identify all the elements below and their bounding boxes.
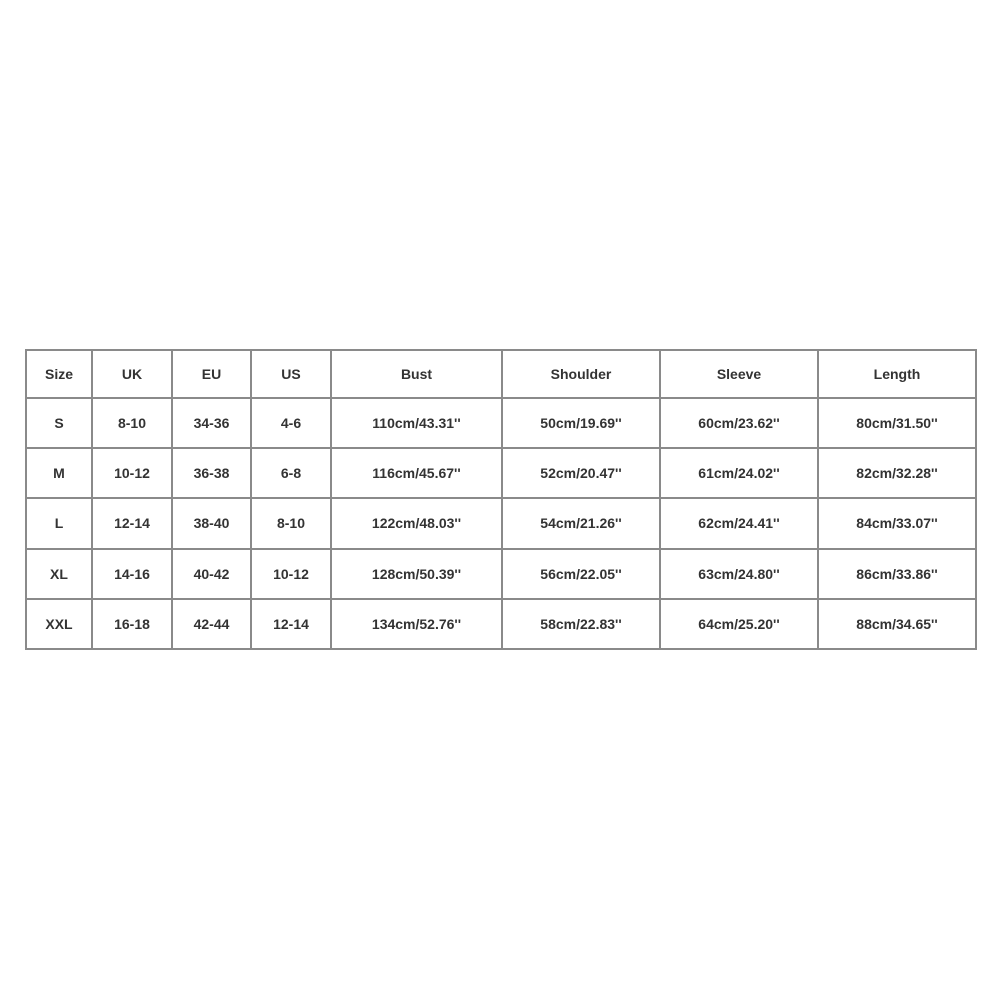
cell-us: 12-14 xyxy=(251,599,331,649)
cell-shoulder: 50cm/19.69'' xyxy=(502,398,660,448)
cell-us: 10-12 xyxy=(251,549,331,599)
cell-eu: 38-40 xyxy=(172,498,251,548)
cell-size: S xyxy=(26,398,92,448)
cell-size: L xyxy=(26,498,92,548)
cell-us: 8-10 xyxy=(251,498,331,548)
table-row xyxy=(26,398,976,448)
table-row xyxy=(26,549,976,599)
cell-length: 80cm/31.50'' xyxy=(818,398,976,448)
size-chart-table xyxy=(25,349,977,650)
cell-eu: 36-38 xyxy=(172,448,251,498)
cell-eu: 34-36 xyxy=(172,398,251,448)
cell-sleeve: 63cm/24.80'' xyxy=(660,549,818,599)
cell-eu: 42-44 xyxy=(172,599,251,649)
cell-uk: 16-18 xyxy=(92,599,172,649)
cell-size: XL xyxy=(26,549,92,599)
cell-bust: 134cm/52.76'' xyxy=(331,599,502,649)
table-row xyxy=(26,498,976,548)
cell-length: 84cm/33.07'' xyxy=(818,498,976,548)
cell-length: 82cm/32.28'' xyxy=(818,448,976,498)
cell-shoulder: 52cm/20.47'' xyxy=(502,448,660,498)
table-row xyxy=(26,448,976,498)
cell-sleeve: 61cm/24.02'' xyxy=(660,448,818,498)
cell-size: XXL xyxy=(26,599,92,649)
cell-shoulder: 56cm/22.05'' xyxy=(502,549,660,599)
cell-us: 6-8 xyxy=(251,448,331,498)
cell-sleeve: 62cm/24.41'' xyxy=(660,498,818,548)
table-row xyxy=(26,599,976,649)
cell-eu: 40-42 xyxy=(172,549,251,599)
header-bust: Bust xyxy=(331,350,502,398)
header-uk: UK xyxy=(92,350,172,398)
cell-uk: 12-14 xyxy=(92,498,172,548)
header-eu: EU xyxy=(172,350,251,398)
cell-length: 88cm/34.65'' xyxy=(818,599,976,649)
cell-bust: 110cm/43.31'' xyxy=(331,398,502,448)
cell-size: M xyxy=(26,448,92,498)
header-size: Size xyxy=(26,350,92,398)
cell-bust: 128cm/50.39'' xyxy=(331,549,502,599)
cell-sleeve: 64cm/25.20'' xyxy=(660,599,818,649)
header-shoulder: Shoulder xyxy=(502,350,660,398)
cell-shoulder: 54cm/21.26'' xyxy=(502,498,660,548)
cell-us: 4-6 xyxy=(251,398,331,448)
cell-bust: 122cm/48.03'' xyxy=(331,498,502,548)
cell-uk: 10-12 xyxy=(92,448,172,498)
header-length: Length xyxy=(818,350,976,398)
cell-uk: 8-10 xyxy=(92,398,172,448)
table-header-row xyxy=(26,350,976,398)
cell-shoulder: 58cm/22.83'' xyxy=(502,599,660,649)
header-sleeve: Sleeve xyxy=(660,350,818,398)
cell-length: 86cm/33.86'' xyxy=(818,549,976,599)
header-us: US xyxy=(251,350,331,398)
cell-bust: 116cm/45.67'' xyxy=(331,448,502,498)
cell-uk: 14-16 xyxy=(92,549,172,599)
cell-sleeve: 60cm/23.62'' xyxy=(660,398,818,448)
